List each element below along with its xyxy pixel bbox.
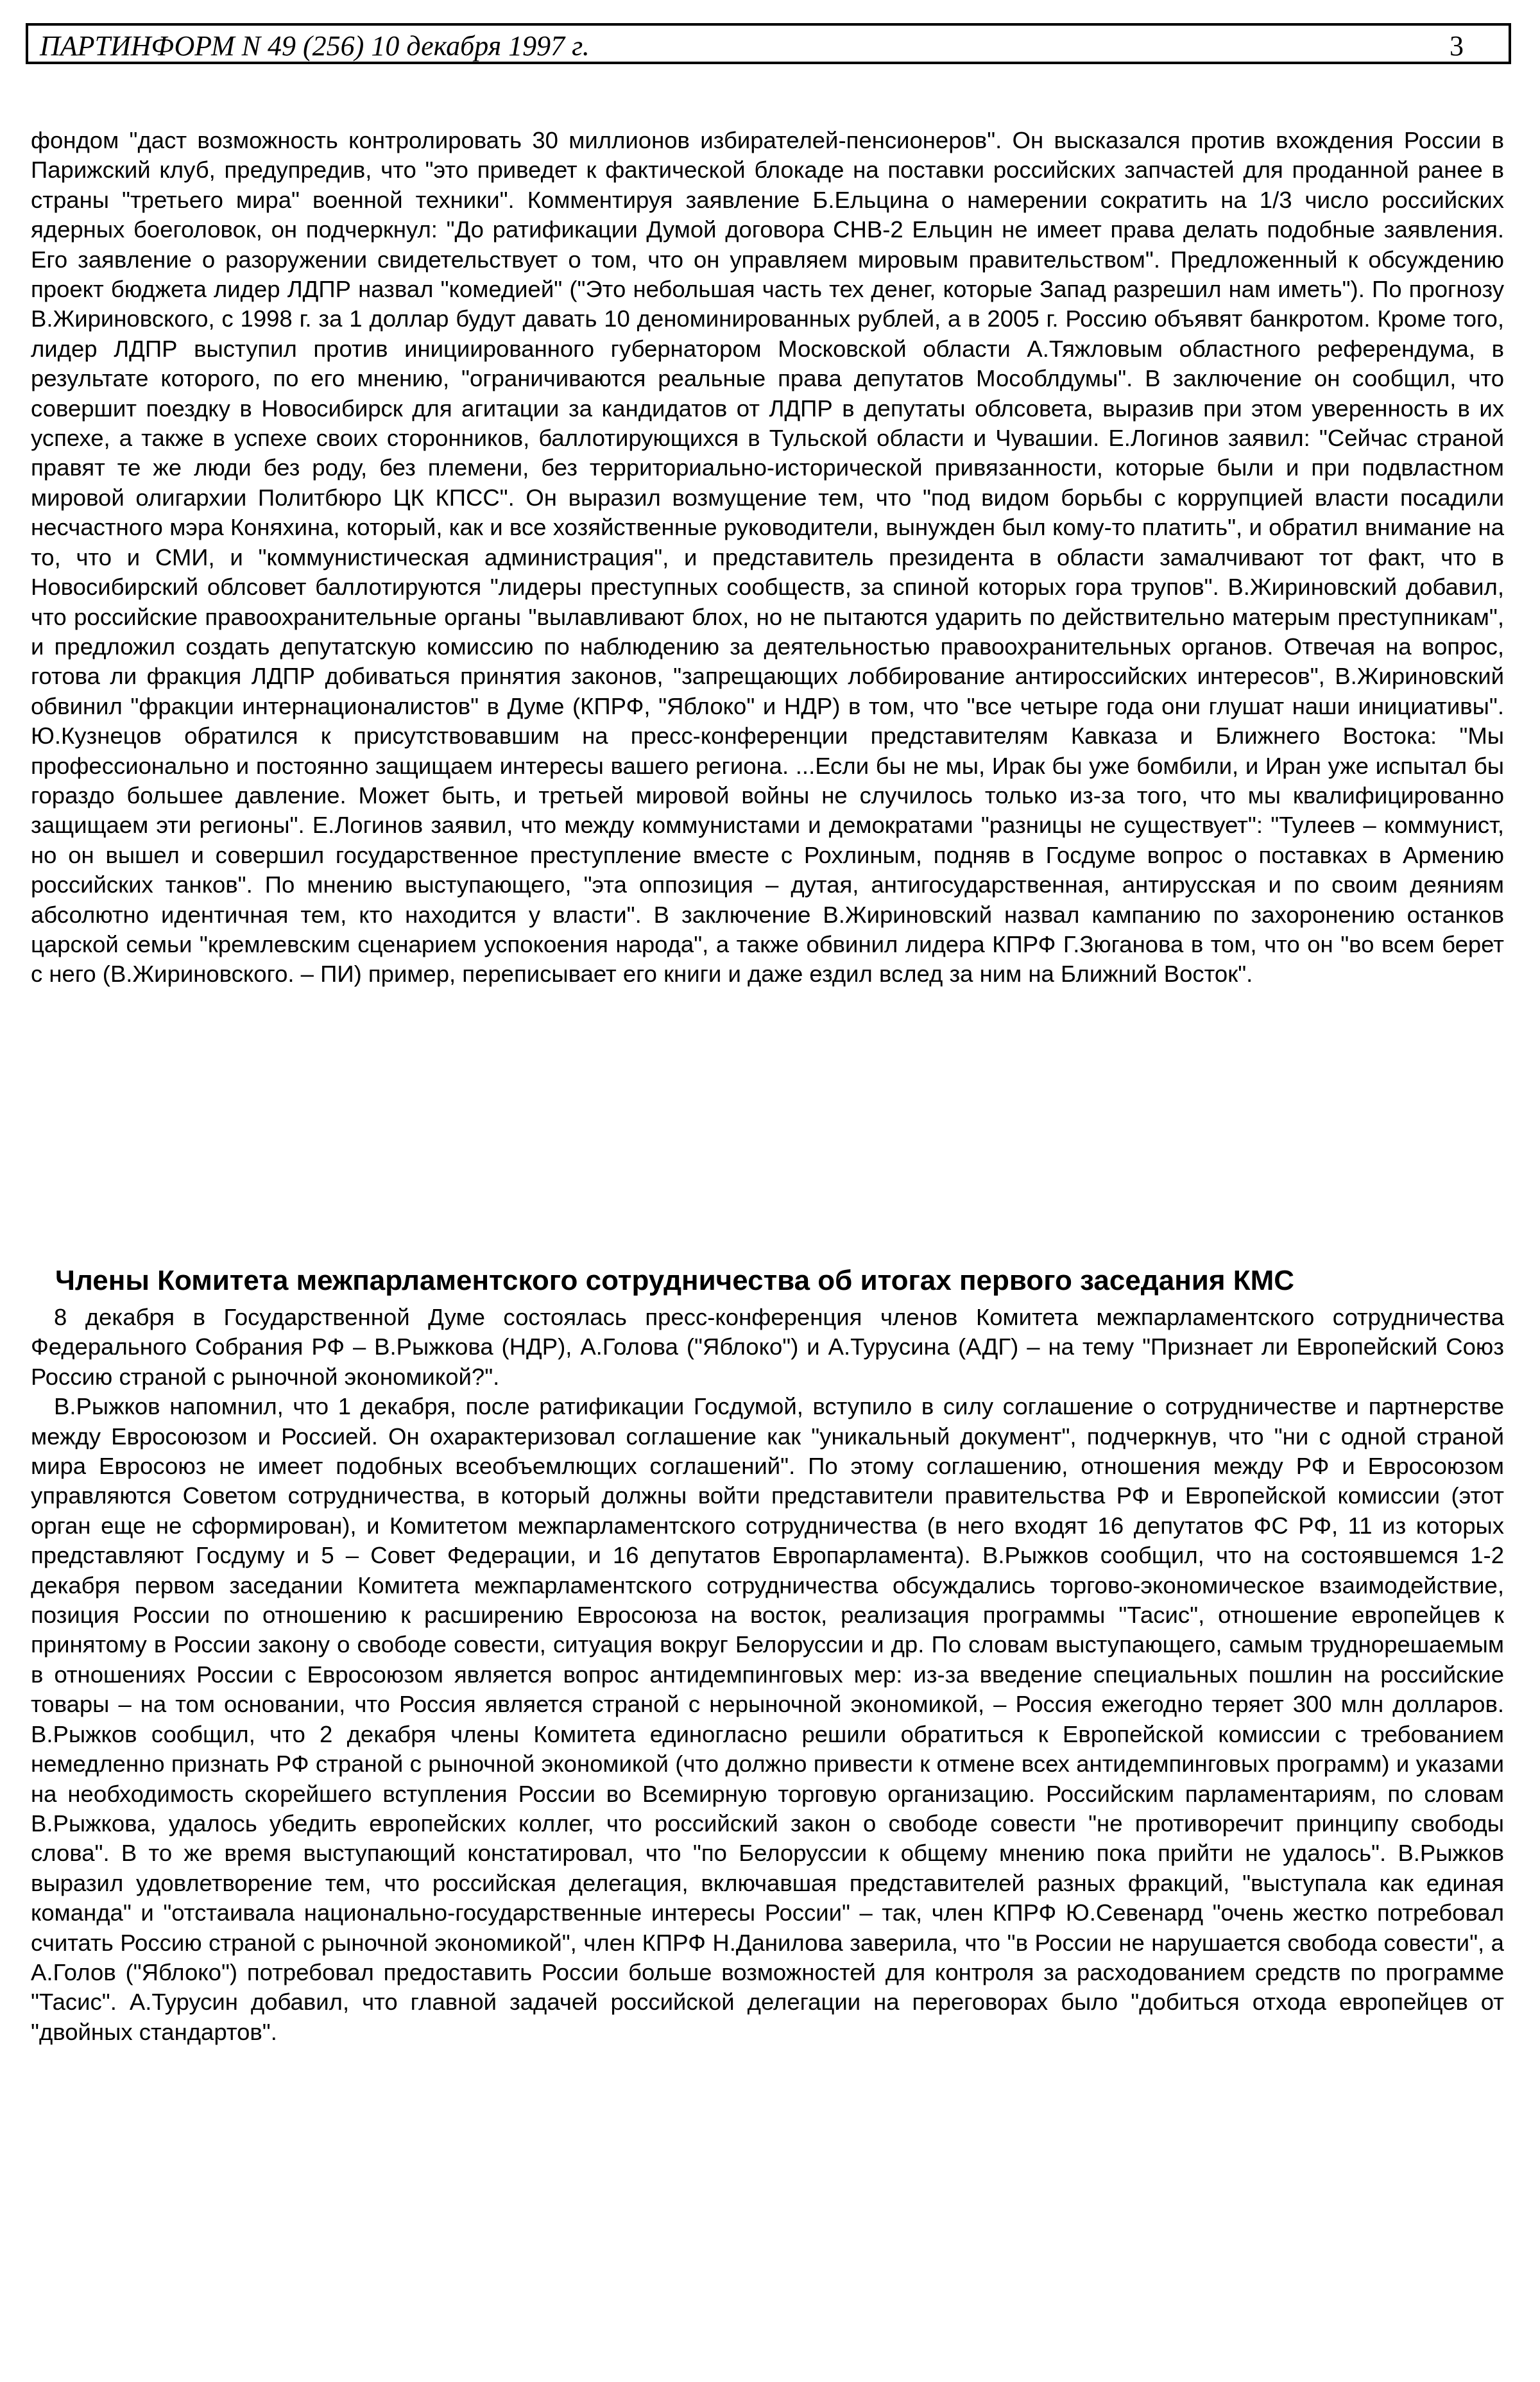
article-continuation: [31, 126, 1504, 990]
article-body: [31, 1303, 1504, 2047]
article-paragraph: 8 декабря в Государственной Думе состоялась пресс-конференция членов Комитета межпарламентского сотрудничества Федерального Собрания РФ – В.Рыжкова (НДР), А.Голова ("Яблоко") и А.Турусина (АДГ) – на тему "Признает ли Европейский Союз Россию страной с рыночной экономикой?".: [31, 1304, 1504, 1390]
article-heading: Члены Комитета межпарламентского сотрудничества об итогах первого заседания КМС: [55, 1265, 1294, 1296]
article-paragraph: фондом "даст возможность контролировать 30 миллионов избирателей-пенсионеров". Он высказался против вхождения России в Парижский клуб, предупредив, что "это приведет к фактической блокаде на поставки российских запчастей для проданной ранее в страны "третьего мира" военной техники". Комментируя заявление Б.Ельцина о намерении сократить на 1/3 число российских ядерных боеголовок, он подчеркнул: "До ратификации Думой договора СНВ-2 Ельцин не имеет права делать подобные заявления. Его заявление о разоружении свидетельствует о том, что он управляем мировым правительством". Предложенный к обсуждению проект бюджета лидер ЛДПР назвал "комедией" ("Это небольшая часть тех денег, которые Запад разрешил нам иметь"). По прогнозу В.Жириновского, с 1998 г. за 1 доллар будут давать 10 деноминированных рублей, а в 2005 г. Россию объявят банкротом. Кроме того, лидер ЛДПР выступил против инициированного губернатором Московской области А.Тяжловым областного референдума, в результате которого, по его мнению, "ограничиваются реальные права депутатов Мособлдумы". В заключение он сообщил, что совершит поездку в Новосибирск для агитации за кандидатов от ЛДПР в депутаты облсовета, выразив при этом уверенность в их успехе, а также в успехе своих сторонников, баллотирующихся в Тульской области и Чувашии. Е.Логинов заявил: "Сейчас страной правят те же люди без роду, без племени, без территориально-исторической привязанности, которые были и при подвластном мировой олигархии Политбюро ЦК КПСС". Он выразил возмущение тем, что "под видом борьбы с коррупцией власти посадили несчастного мэра Коняхина, который, как и все хозяйственные руководители, вынужден был кому-то платить", и обратил внимание на то, что и СМИ, и "коммунистическая администрация", и представитель президента в области замалчивают тот факт, что в Новосибирский облсовет баллотируются "лидеры преступных сообществ, за спиной которых гора трупов". В.Жириновский добавил, что российские правоохранительные органы "вылавливают блох, но не пытаются ударить по действительно матерым преступникам", и предложил создать депутатскую комиссию по наблюдению за деятельностью правоохранительных органов. Отвечая на вопрос, готова ли фракция ЛДПР добиваться принятия законов, "запрещающих лоббирование антироссийских интересов", В.Жириновский обвинил "фракции интернационалистов" в Думе (КПРФ, "Яблоко" и НДР) в том, что "все четыре года они глушат наши инициативы". Ю.Кузнецов обратился к присутствовавшим на пресс-конференции представителям Кавказа и Ближнего Востока: "Мы профессионально и постоянно защищаем интересы вашего региона. ...Если бы не мы, Ирак бы уже бомбили, и Иран уже испытал бы гораздо большее давление. Может быть, и третьей мировой войны не случилось только из-за того, что мы квалифицированно защищаем эти регионы". Е.Логинов заявил, что между коммунистами и демократами "разницы не существует": "Тулеев – коммунист, но он вышел и совершил государственное преступление вместе с Рохлиным, подняв в Госдуме вопрос о поставках в Армению российских танков". По мнению выступающего, "эта оппозиция – дутая, антигосударственная, антирусская и по своим деяниям абсолютно идентичная тем, кто находится у власти". В заключение В.Жириновский назвал кампанию по захоронению останков царской семьи "кремлевским сценарием успокоения народа", а также обвинил лидера КПРФ Г.Зюганова в том, что он "во всем берет с него (В.Жириновского. – ПИ) пример, переписывает его книги и даже ездил вслед за ним на Ближний Восток".: [31, 127, 1504, 988]
page-number: 3: [1450, 30, 1464, 62]
article-paragraph: В.Рыжков напомнил, что 1 декабря, после ратификации Госдумой, вступило в силу соглашение о сотрудничестве и партнерстве между Евросоюзом и Россией. Он охарактеризовал соглашение как "уникальный документ", подчеркнув, что "ни с одной страной мира Евросоюз не имеет подобных всеобъемлющих соглашений". По этому соглашению, отношения между РФ и Евросоюзом управляются Советом сотрудничества, в который должны войти представители правительства РФ и Европейской комиссии (этот орган еще не сформирован), и Комитетом межпарламентского сотрудничества (в него входят 16 депутатов ФС РФ, 11 из которых представляют Госдуму и 5 – Совет Федерации, и 16 депутатов Европарламента). В.Рыжков сообщил, что на состоявшемся 1-2 декабря первом заседании Комитета межпарламентского сотрудничества обсуждались торгово-экономическое взаимодействие, позиция России по отношению к расширению Евросоюза на восток, реализация программы "Тасис", отношение европейцев к принятому в России закону о свободе совести, ситуация вокруг Белоруссии и др. По словам выступающего, самым труднорешаемым в отношениях России с Евросоюзом является вопрос антидемпинговых мер: из-за введение специальных пошлин на российские товары – на том основании, что Россия является страной с нерыночной экономикой, – Россия ежегодно теряет 300 млн долларов. В.Рыжков сообщил, что 2 декабря члены Комитета единогласно решили обратиться к Европейской комиссии с требованием немедленно признать РФ страной с рыночной экономикой (что должно привести к отмене всех антидемпинговых программ) и указами на необходимость скорейшего вступления России во Всемирную торговую организацию. Российским парламентариям, по словам В.Рыжкова, удалось убедить европейских коллег, что российский закон о свободе совести "не противоречит принципу свободы слова". В то же время выступающий констатировал, что "по Белоруссии к общему мнению пока прийти не удалось". В.Рыжков выразил удовлетворение тем, что российская делегация, включавшая представителей разных фракций, "выступала как единая команда" и "отстаивала национально-государственные интересы России" – так, член КПРФ Ю.Севенард "очень жестко потребовал считать Россию страной с рыночной экономикой", член КПРФ Н.Данилова заверила, что "в России не нарушается свобода совести", а А.Голов ("Яблоко") потребовал предоставить России больше возможностей для контроля за расходованием средств по программе "Тасис". А.Турусин добавил, что главной задачей российской делегации на переговорах было "добиться отхода европейцев от "двойных стандартов".: [31, 1393, 1504, 2045]
publication-title: ПАРТИНФОРМ N 49 (256) 10 декабря 1997 г.: [40, 30, 590, 62]
page-header: [26, 23, 1511, 64]
